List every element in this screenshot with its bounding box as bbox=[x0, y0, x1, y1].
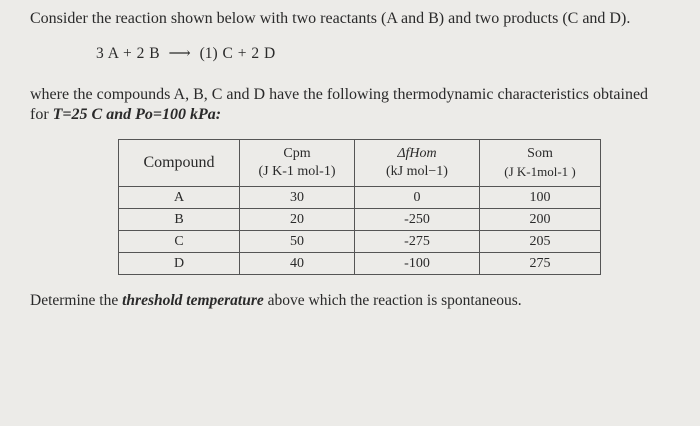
where-text-line1: where the compounds A, B, C and D have the following thermodynamic characteristics obtained bbox=[30, 86, 649, 103]
cell-compound: D bbox=[119, 253, 240, 275]
table-row bbox=[119, 231, 601, 253]
cell-s: 205 bbox=[480, 231, 601, 253]
reaction-equation bbox=[96, 44, 275, 63]
cell-dfh: -100 bbox=[355, 253, 480, 275]
cell-compound: C bbox=[119, 231, 240, 253]
question-suffix: above which the reaction is spontaneous. bbox=[263, 292, 522, 309]
question-prefix: Determine the bbox=[30, 292, 123, 309]
header-s-symbol: Som bbox=[527, 146, 553, 161]
products: (1) C + 2 D bbox=[199, 45, 276, 62]
cell-compound: B bbox=[119, 209, 240, 231]
thermo-table bbox=[118, 139, 601, 275]
header-s bbox=[480, 140, 601, 187]
cell-cpm: 20 bbox=[240, 209, 355, 231]
header-dfh-unit: (kJ mol−1) bbox=[386, 164, 448, 179]
where-text-line2 bbox=[30, 106, 221, 124]
table-header-row bbox=[119, 140, 601, 187]
cell-cpm: 30 bbox=[240, 187, 355, 209]
question-emphasis: threshold temperature bbox=[122, 292, 264, 309]
table-row bbox=[119, 253, 601, 275]
header-cpm-unit: (J K-1 mol-1) bbox=[258, 164, 336, 179]
cell-cpm: 50 bbox=[240, 231, 355, 253]
cell-dfh: 0 bbox=[355, 187, 480, 209]
cell-s: 275 bbox=[480, 253, 601, 275]
cell-compound: A bbox=[119, 187, 240, 209]
header-cpm bbox=[240, 140, 355, 187]
table-row bbox=[119, 187, 601, 209]
header-dfh-symbol: ΔfHom bbox=[397, 146, 437, 161]
table-row bbox=[119, 209, 601, 231]
cell-dfh: -250 bbox=[355, 209, 480, 231]
cell-s: 200 bbox=[480, 209, 601, 231]
header-cpm-symbol: Cpm bbox=[283, 146, 311, 161]
header-compound: Compound bbox=[119, 140, 240, 187]
header-dfh bbox=[355, 140, 480, 187]
cell-cpm: 40 bbox=[240, 253, 355, 275]
where-prefix: for bbox=[30, 106, 53, 123]
header-s-unit: (J K-1mol-1 ) bbox=[504, 164, 576, 179]
reactants: 3 A + 2 B bbox=[96, 45, 160, 62]
cell-s: 100 bbox=[480, 187, 601, 209]
conditions-text: T=25 C and Po=100 kPa: bbox=[52, 106, 222, 123]
intro-text: Consider the reaction shown below with two reactants (A and B) and two products (C and D). bbox=[30, 10, 631, 27]
reaction-arrow-icon: ⟶ bbox=[168, 45, 191, 62]
cell-dfh: -275 bbox=[355, 231, 480, 253]
question-text bbox=[30, 292, 522, 310]
